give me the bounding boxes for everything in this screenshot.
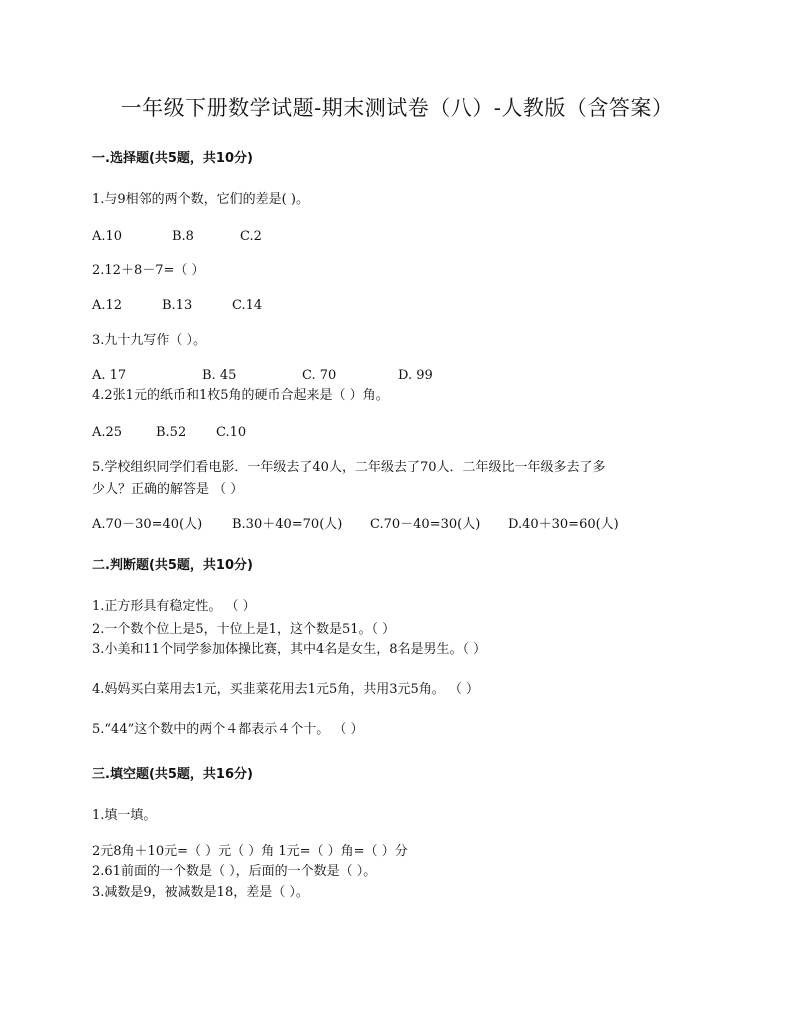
option-b: B.8 [172,229,194,244]
option-a: A.25 [92,425,123,440]
question-text: 3.小美和11个同学参加体操比赛，其中4名是女生，8名是男生。（ ） [92,642,487,657]
question-text: 3.减数是9，被减数是18，差是（ ）。 [92,885,309,900]
option-c: C.10 [216,425,247,440]
question-text: 2.12＋8－7=（ ） [92,263,205,278]
option-b: B.52 [156,425,187,440]
question-text: 5.学校组织同学们看电影．一年级去了40人，二年级去了70人．二年级比一年级多去了多 [92,460,606,475]
question-text: 1.正方形具有稳定性。 （ ） [92,599,256,614]
option-a: A. 17 [92,368,127,383]
question-text: 2.61前面的一个数是（ ），后面的一个数是（ ）。 [92,864,377,879]
option-d: D.40＋30=60(人) [508,517,619,532]
question-text: 2元8角＋10元=（ ）元（ ）角 1元=（ ）角=（ ）分 [92,844,408,859]
option-b: B. 45 [202,368,237,383]
option-c: C.70－40=30(人) [370,517,481,532]
question-text: 1.与9相邻的两个数，它们的差是( )。 [92,192,309,207]
question-text: 4.2张1元的纸币和1枚5角的硬币合起来是（ ）角。 [92,388,389,403]
option-a: A.70－30=40(人) [92,517,203,532]
option-a: A.10 [92,229,123,244]
option-c: C.2 [240,229,262,244]
section-heading-judgement: 二.判断题(共5题，共10分) [92,558,253,573]
option-a: A.12 [92,298,123,313]
option-c: C.14 [232,298,263,313]
question-text: 5.“44”这个数中的两个４都表示４个十。 （ ） [92,722,364,737]
option-b: B.30＋40=70(人) [232,517,343,532]
question-text: 少人？正确的解答是 （ ） [92,482,244,497]
option-d: D. 99 [398,368,433,383]
section-heading-fill-in: 三.填空题(共5题，共16分) [92,767,253,782]
question-text: 4.妈妈买白菜用去1元，买韭菜花用去1元5角，共用3元5角。 （ ） [92,682,480,697]
option-c: C. 70 [302,368,337,383]
question-text: 3.九十九写作（ ）。 [92,333,207,348]
section-heading-choice: 一.选择题(共5题，共10分) [92,151,253,166]
page-title: 一年级下册数学试题-期末测试卷（八）-人教版（含答案） [120,96,674,120]
question-text: 2.一个数个位上是5，十位上是1，这个数是51。（ ） [92,622,396,637]
question-text: 1.填一填。 [92,808,157,823]
option-b: B.13 [162,298,193,313]
